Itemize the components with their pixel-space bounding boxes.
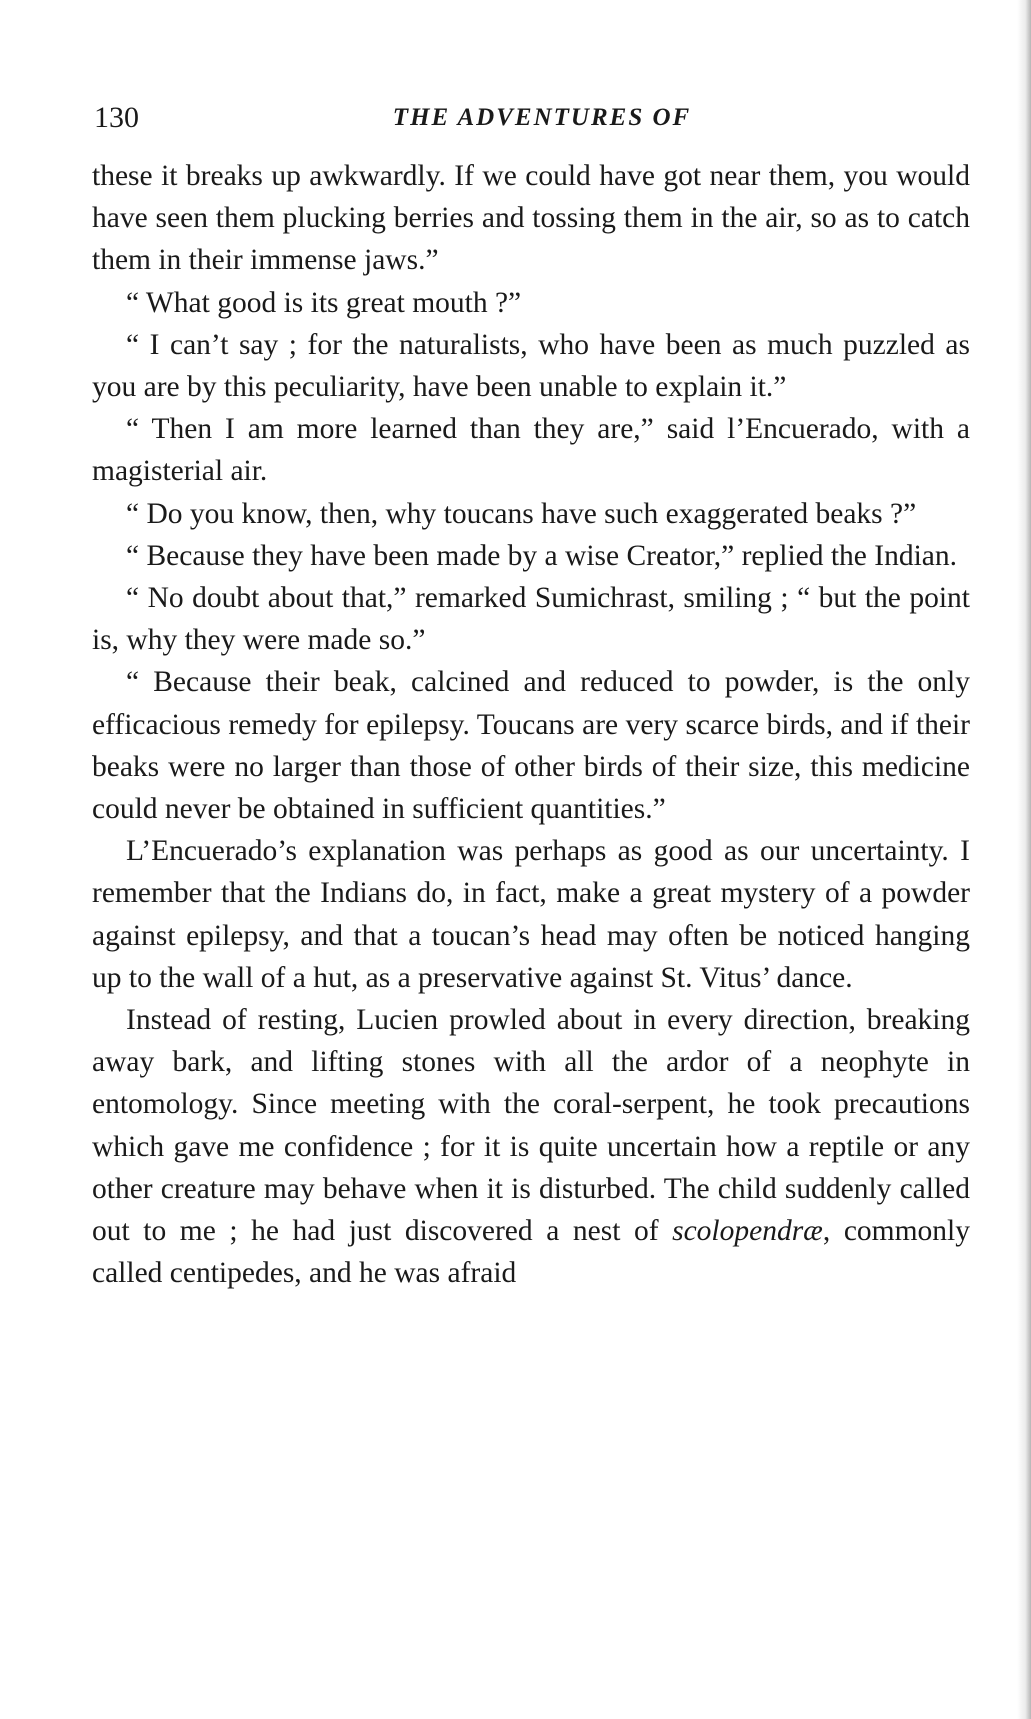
running-title: THE ADVENTURES OF (392, 104, 692, 131)
page-number: 130 (94, 101, 139, 134)
paragraph: “ Then I am more learned than they are,” said l’Encuerado, with a magisterial air. (92, 413, 970, 488)
paragraph: “ I can’t say ; for the naturalists, who have been as much puzzled as you are by this peculiarity, have been unable to explain it.” (92, 328, 970, 404)
paragraph-text: Instead of resting, Lucien prowled about in every direction, breaking away bark, and lifting stones with all the ardor of a neophyte in entomology. Since meeting with the coral-serpent, he took precautions which gave me confidence ; for it is quite uncertain how a reptile or any other creature may behave when it is disturbed. The child suddenly called out to me ; he had just discovered a nest of (92, 1004, 970, 1248)
page-edge-shadow (1017, 0, 1031, 1719)
paragraph: “ What good is its great mouth ?” (126, 286, 522, 319)
paragraph (92, 999, 970, 1294)
paragraph: “ No doubt about that,” remarked Sumichrast, smiling ; “ but the point is, why they were made so.” (92, 582, 970, 657)
italic-term: scolopendræ (672, 1215, 823, 1248)
paragraph: “ Because they have been made by a wise Creator,” replied the Indian. (126, 539, 958, 572)
page-header (92, 96, 972, 140)
paragraph: L’Encuerado’s explanation was perhaps as good as our uncertainty. I remember that the Indians do, in fact, make a great mystery of a powder against epilepsy, and that a toucan’s head may often be noticed hanging up to the wall of a hut, as a preservative against St. Vitus’ dance. (92, 835, 970, 994)
paragraph: “ Do you know, then, why toucans have such exaggerated beaks ?” (126, 497, 917, 530)
body-text (92, 155, 970, 1294)
paragraph: these it breaks up awkwardly. If we could have got near them, you would have seen them plucking berries and tossing them in the air, so as to catch them in their immense jaws.” (92, 160, 970, 277)
paragraph-text: , commonly called centipedes, and he was afraid (92, 1215, 970, 1290)
paragraph: “ Because their beak, calcined and reduced to powder, is the only efficacious remedy for epilepsy. Toucans are very scarce birds, and if their beaks were no larger than those of other birds of their size, this medicine could never be obtained in sufficient quantities.” (92, 666, 970, 826)
